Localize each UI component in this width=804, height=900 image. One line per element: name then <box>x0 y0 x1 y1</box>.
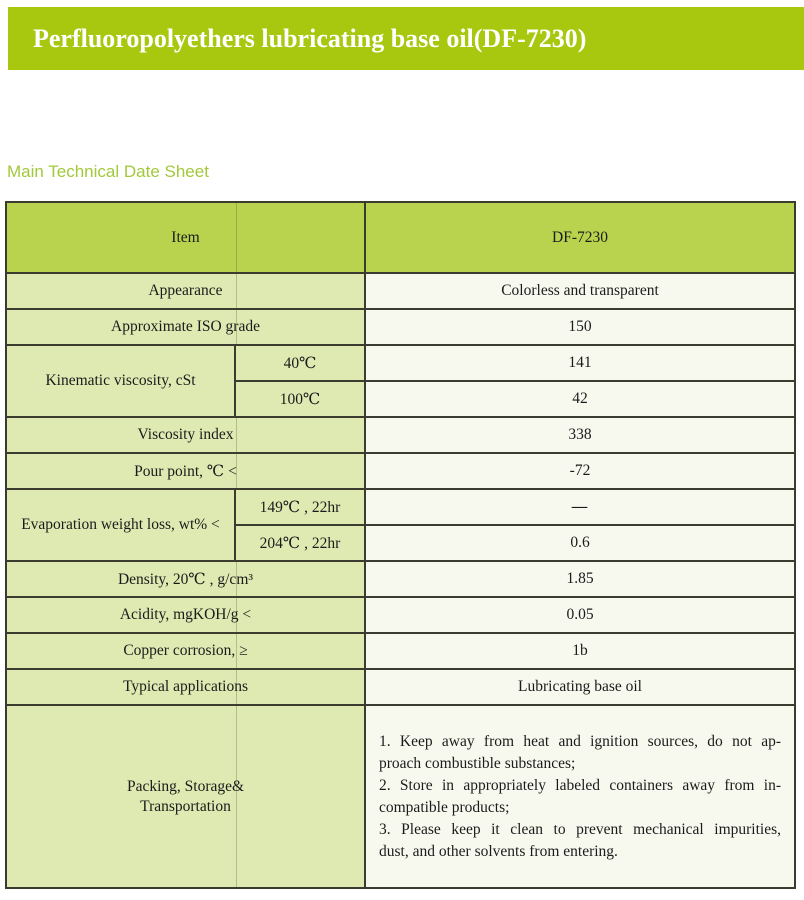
table-row <box>6 561 795 597</box>
row-condition-100c: 100℃ <box>235 381 365 417</box>
row-condition-149c-22hr: 149℃ , 22hr <box>235 489 365 525</box>
header-cell-product: DF-7230 <box>365 202 795 273</box>
table-row <box>6 345 795 381</box>
packing-note-line: proach combustible substances; <box>379 754 576 772</box>
packing-note-line: 1. Keep away from heat and ignition sources, do not ap- <box>379 732 781 750</box>
row-label-typical-applications: Typical applications <box>6 669 365 705</box>
row-label-iso-grade: Approximate ISO grade <box>6 309 365 345</box>
row-label-packing-storage <box>6 705 365 888</box>
table-row <box>6 453 795 489</box>
packing-note-line: dust, and other solvents from entering. <box>379 842 618 860</box>
row-value-copper-corrosion: 1b <box>365 633 795 669</box>
row-condition-40c: 40℃ <box>235 345 365 381</box>
row-value-149c-22hr: — <box>365 489 795 525</box>
row-value-density: 1.85 <box>365 561 795 597</box>
packing-note-line: 3. Please keep it clean to prevent mechanical impurities, <box>379 820 781 838</box>
row-value-iso-grade: 150 <box>365 309 795 345</box>
row-value-40c: 141 <box>365 345 795 381</box>
table-row-packing <box>6 705 795 888</box>
packing-note-line: compatible products; <box>379 798 510 816</box>
row-label-kinematic-viscosity: Kinematic viscosity, cSt <box>6 345 235 417</box>
table-row <box>6 489 795 525</box>
packing-note-line: 2. Store in appropriately labeled containers away from in- <box>379 776 781 794</box>
row-value-viscosity-index: 338 <box>365 417 795 453</box>
row-label-appearance: Appearance <box>6 273 365 309</box>
row-label-density: Density, 20℃ , g/cm³ <box>6 561 365 597</box>
table-row <box>6 633 795 669</box>
packing-label-line-1: Packing, Storage& <box>126 777 245 795</box>
section-heading: Main Technical Date Sheet <box>7 162 209 181</box>
row-value-appearance: Colorless and transparent <box>365 273 795 309</box>
table-row <box>6 669 795 705</box>
table-row <box>6 417 795 453</box>
row-label-viscosity-index: Viscosity index <box>6 417 365 453</box>
row-condition-204c-22hr: 204℃ , 22hr <box>235 525 365 561</box>
row-value-pour-point: -72 <box>365 453 795 489</box>
packing-label-line-2: Transportation <box>140 797 231 815</box>
row-value-typical-applications: Lubricating base oil <box>365 669 795 705</box>
table-header-row <box>6 202 795 273</box>
row-value-204c-22hr: 0.6 <box>365 525 795 561</box>
table-row <box>6 273 795 309</box>
row-value-acidity: 0.05 <box>365 597 795 633</box>
row-value-100c: 42 <box>365 381 795 417</box>
spec-table <box>5 201 796 889</box>
table-row <box>6 597 795 633</box>
row-label-pour-point: Pour point, ℃ < <box>6 453 365 489</box>
row-label-copper-corrosion: Copper corrosion, ≥ <box>6 633 365 669</box>
packing-notes <box>366 731 794 863</box>
header-cell-item: Item <box>6 202 365 273</box>
page-title: Perfluoropolyethers lubricating base oil(DF-7230) <box>33 23 587 53</box>
row-value-packing-notes <box>365 705 795 888</box>
row-label-acidity: Acidity, mgKOH/g < <box>6 597 365 633</box>
row-label-evaporation-loss: Evaporation weight loss, wt% < <box>6 489 235 561</box>
table-row <box>6 309 795 345</box>
title-banner <box>8 7 804 70</box>
